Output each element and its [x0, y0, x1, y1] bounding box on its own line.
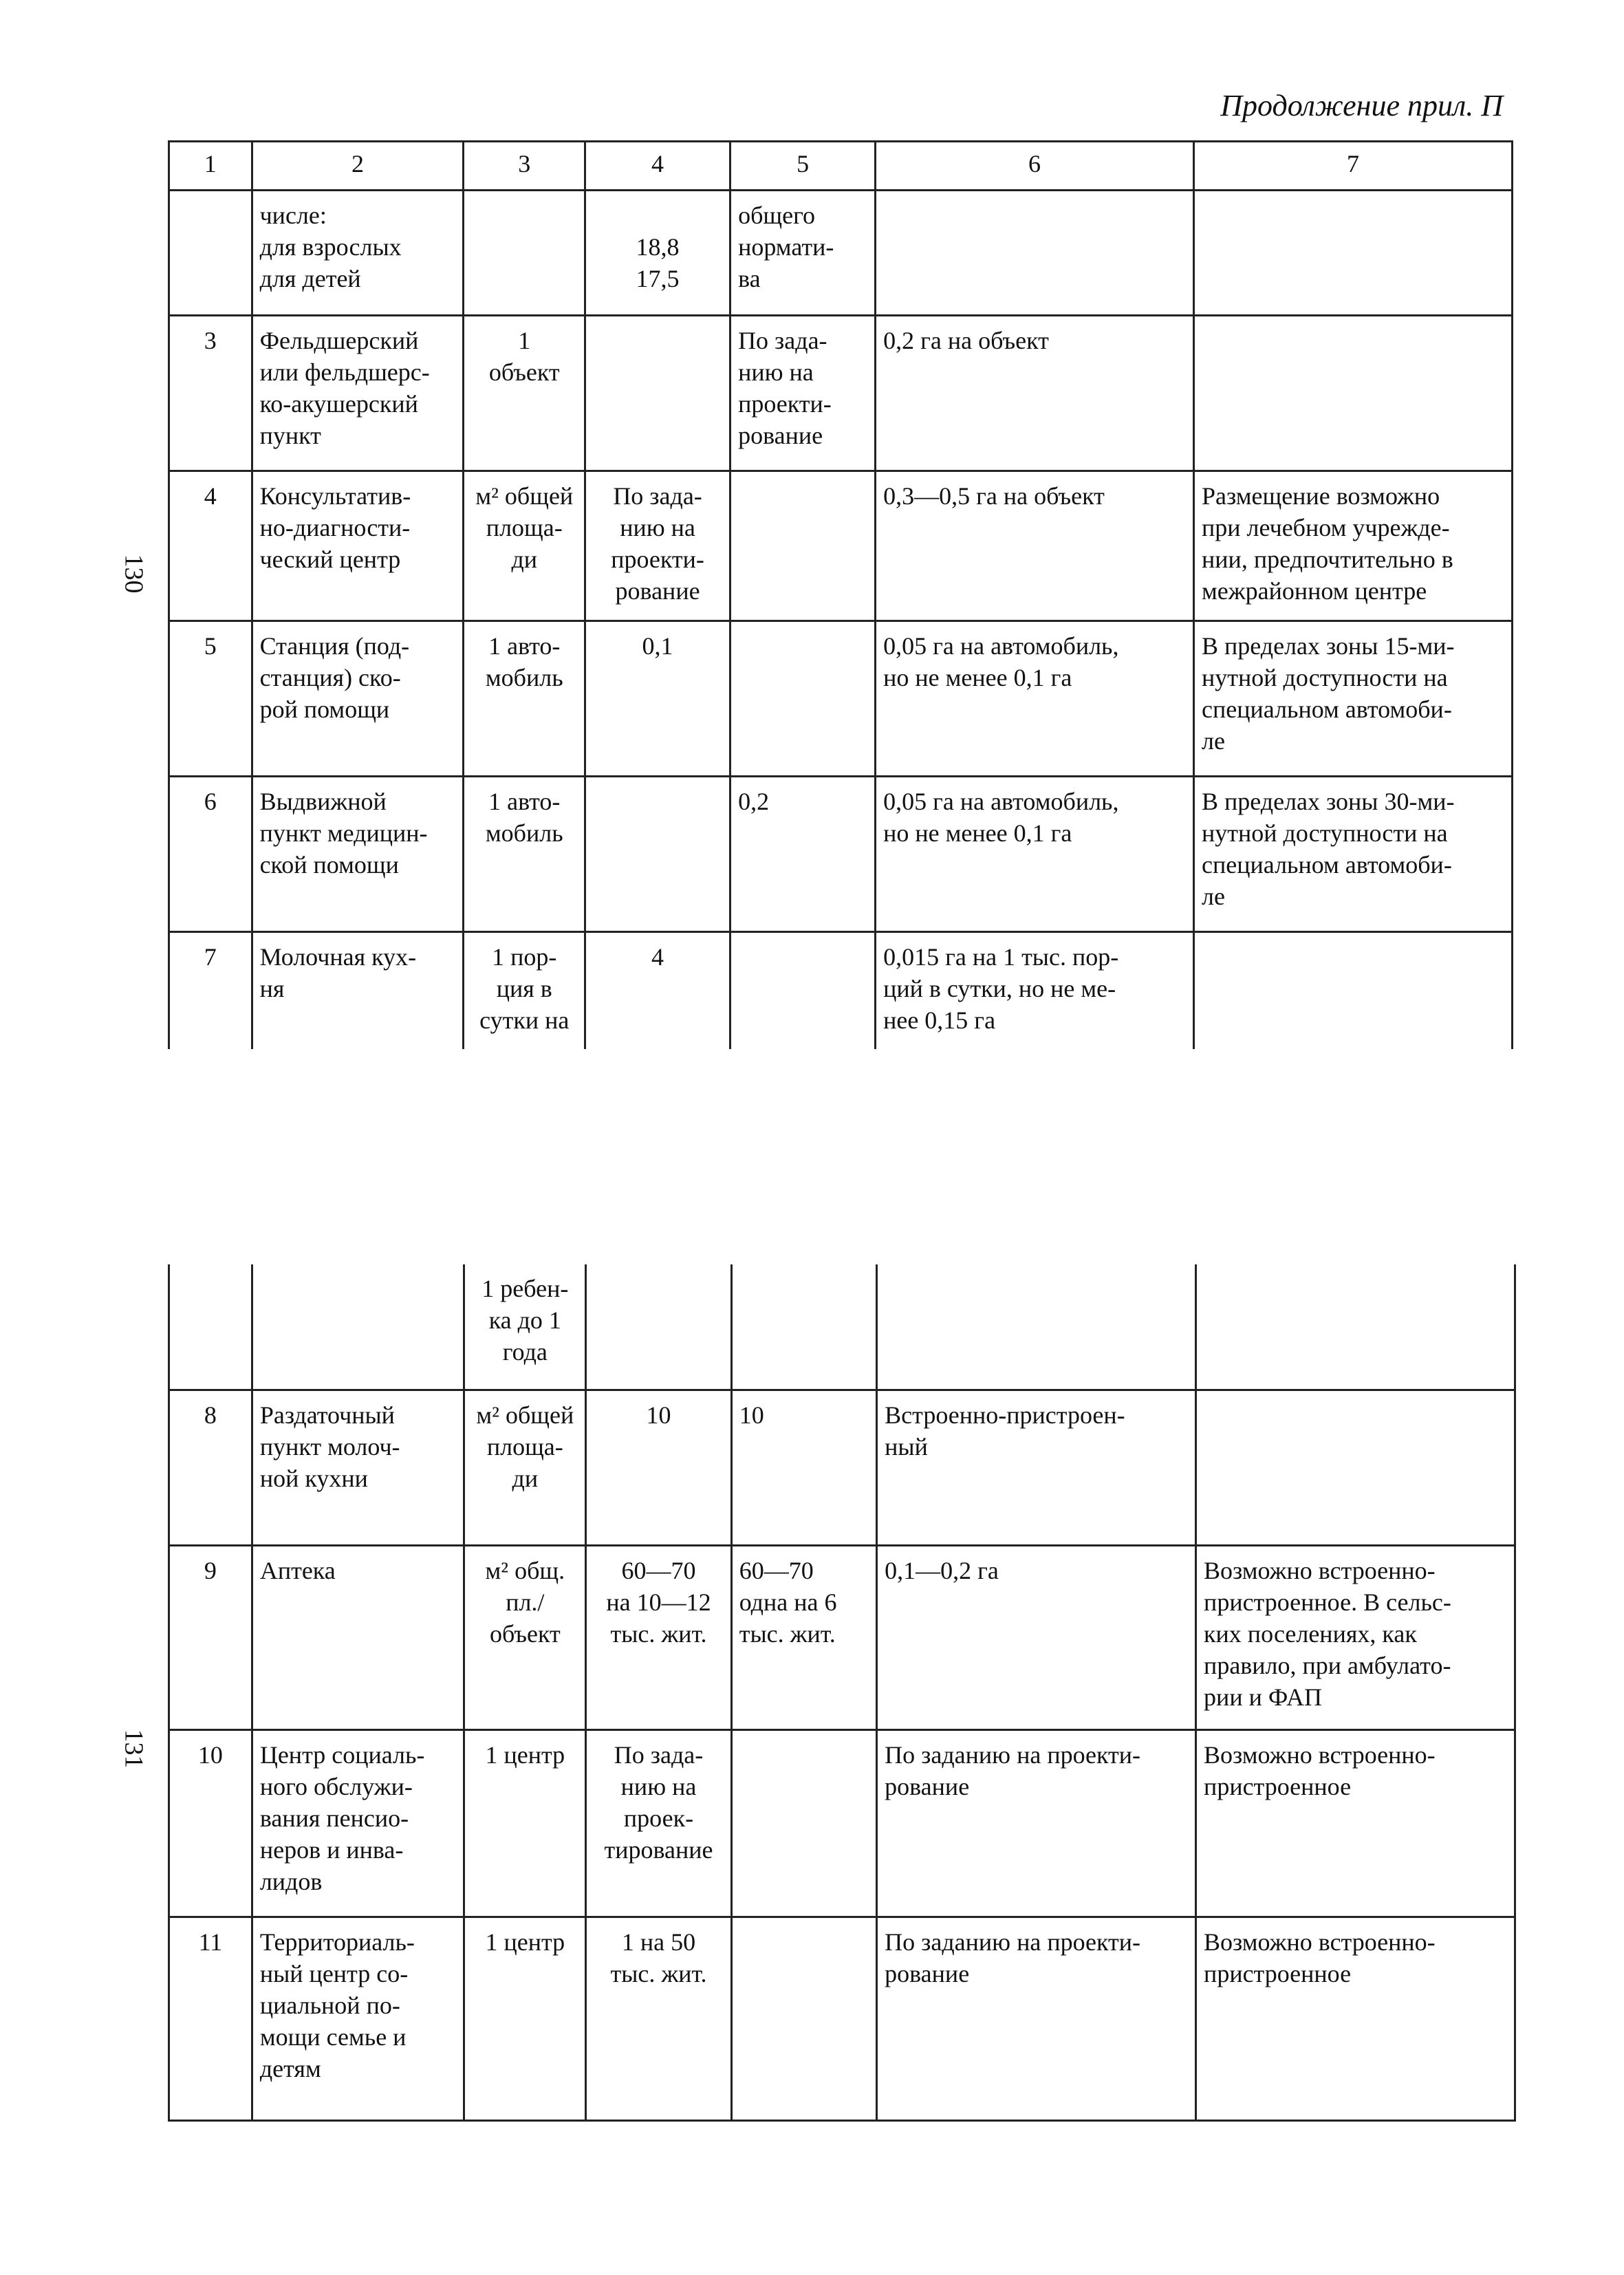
- cell-col4: [585, 316, 730, 471]
- table-bottom-body: [169, 1264, 1515, 2120]
- unit: 1 центр: [464, 1729, 586, 1917]
- column-number-cell: 3: [464, 142, 585, 191]
- table-row: [169, 932, 1513, 1049]
- cell-col7: Размещение возможно при лечебном учрежде- нии, предпочтительно в межрайонном центре: [1194, 471, 1513, 621]
- cell-col7: В пределах зоны 15-ми- нутной доступности на специальном автомоби- ле: [1194, 621, 1513, 777]
- unit: [464, 191, 585, 316]
- unit: 1 авто- мобиль: [464, 621, 585, 777]
- cell-col4: 60—70 на 10—12 тыс. жит.: [586, 1545, 731, 1729]
- table-row: [169, 1390, 1515, 1545]
- cell-col5: По зада- нию на проекти- рование: [730, 316, 876, 471]
- cell-col4: 10: [586, 1390, 731, 1545]
- cell-col4: По зада- нию на проек- тирование: [586, 1729, 731, 1917]
- cell-col5: 0,2: [730, 777, 876, 932]
- cell-col4: [586, 1264, 731, 1390]
- item-name: Аптека: [252, 1545, 464, 1729]
- cell-col5: [731, 1729, 876, 1917]
- unit: 1 пор- ция в сутки на: [464, 932, 585, 1049]
- cell-col5: 60—70 одна на 6 тыс. жит.: [731, 1545, 876, 1729]
- table-row: [169, 1545, 1515, 1729]
- cell-col7: [1194, 932, 1513, 1049]
- cell-col6: 0,1—0,2 га: [877, 1545, 1196, 1729]
- cell-col6: 0,05 га на автомобиль, но не менее 0,1 га: [876, 621, 1194, 777]
- table-top: [168, 140, 1513, 1049]
- row-number: 5: [169, 621, 252, 777]
- table-bottom: [168, 1264, 1516, 2122]
- unit: 1 центр: [464, 1917, 586, 2120]
- table-row: [169, 777, 1513, 932]
- item-name: Консультатив- но-диагности- ческий центр: [252, 471, 464, 621]
- row-number: [169, 191, 252, 316]
- table-row: [169, 1917, 1515, 2120]
- cell-col7: [1194, 316, 1513, 471]
- cell-col6: 0,015 га на 1 тыс. пор- ций в сутки, но не ме- нее 0,15 га: [876, 932, 1194, 1049]
- cell-col7: В пределах зоны 30-ми- нутной доступности на специальном автомоби- ле: [1194, 777, 1513, 932]
- cell-col5: [731, 1264, 876, 1390]
- row-number: 7: [169, 932, 252, 1049]
- cell-col4: [585, 777, 730, 932]
- cell-col6: Встроенно-пристроен- ный: [877, 1390, 1196, 1545]
- column-number-cell: 1: [169, 142, 252, 191]
- table-row: [169, 191, 1513, 316]
- row-number: 11: [169, 1917, 252, 2120]
- row-number: 3: [169, 316, 252, 471]
- page-number-131: 131: [119, 1729, 149, 1769]
- table-row: [169, 621, 1513, 777]
- item-name: Центр социаль- ного обслужи- вания пенсио- неров и инва- лидов: [252, 1729, 464, 1917]
- row-number: 10: [169, 1729, 252, 1917]
- table-row: [169, 1729, 1515, 1917]
- column-number-cell: 5: [730, 142, 876, 191]
- unit: м² общей площа- ди: [464, 1390, 586, 1545]
- item-name: Территориаль- ный центр со- циальной по- мощи семье и детям: [252, 1917, 464, 2120]
- cell-col5: [730, 932, 876, 1049]
- cell-col7: Возможно встроенно- пристроенное: [1196, 1917, 1515, 2120]
- unit: 1 авто- мобиль: [464, 777, 585, 932]
- item-name: Фельдшерский или фельдшерс- ко-акушерский пункт: [252, 316, 464, 471]
- cell-col7: [1196, 1264, 1515, 1390]
- page-number-130: 130: [119, 554, 149, 594]
- table-row: [169, 316, 1513, 471]
- column-number-cell: 6: [876, 142, 1194, 191]
- cell-col5: [731, 1917, 876, 2120]
- unit: 1 объект: [464, 316, 585, 471]
- cell-col5: [730, 471, 876, 621]
- column-number-cell: 2: [252, 142, 464, 191]
- cell-col4: 4: [585, 932, 730, 1049]
- cell-col5: 10: [731, 1390, 876, 1545]
- cell-col5: общего нормати- ва: [730, 191, 876, 316]
- item-name: [252, 1264, 464, 1390]
- cell-col6: [877, 1264, 1196, 1390]
- cell-col5: [730, 621, 876, 777]
- column-number-cell: 7: [1194, 142, 1513, 191]
- column-number-row: [169, 142, 1513, 191]
- item-name: Раздаточный пункт молоч- ной кухни: [252, 1390, 464, 1545]
- row-number: 6: [169, 777, 252, 932]
- cell-col4: По зада- нию на проекти- рование: [585, 471, 730, 621]
- cell-col4: 18,8 17,5: [585, 191, 730, 316]
- unit: м² общ. пл./ объект: [464, 1545, 586, 1729]
- row-number: 4: [169, 471, 252, 621]
- item-name: числе: для взрослых для детей: [252, 191, 464, 316]
- column-number-cell: 4: [585, 142, 730, 191]
- item-name: Молочная кух- ня: [252, 932, 464, 1049]
- row-number: 8: [169, 1390, 252, 1545]
- table-row: [169, 471, 1513, 621]
- cell-col6: По заданию на проекти- рование: [877, 1917, 1196, 2120]
- row-number: [169, 1264, 252, 1390]
- cell-col7: Возможно встроенно- пристроенное: [1196, 1729, 1515, 1917]
- cell-col7: Возможно встроенно- пристроенное. В сельс- ких поселениях, как правило, при амбулато- рии и ФАП: [1196, 1545, 1515, 1729]
- table-row: [169, 1264, 1515, 1390]
- cell-col7: [1196, 1390, 1515, 1545]
- item-name: Станция (под- станция) ско- рой помощи: [252, 621, 464, 777]
- cell-col6: 0,05 га на автомобиль, но не менее 0,1 га: [876, 777, 1194, 932]
- unit: м² общей площа- ди: [464, 471, 585, 621]
- table-top-body: [169, 142, 1513, 1049]
- item-name: Выдвижной пункт медицин- ской помощи: [252, 777, 464, 932]
- cell-col4: 1 на 50 тыс. жит.: [586, 1917, 731, 2120]
- cell-col6: По заданию на проекти- рование: [877, 1729, 1196, 1917]
- cell-col6: 0,3—0,5 га на объект: [876, 471, 1194, 621]
- continuation-note: Продолжение прил. П: [1220, 89, 1503, 122]
- cell-col6: [876, 191, 1194, 316]
- unit: 1 ребен- ка до 1 года: [464, 1264, 586, 1390]
- cell-col6: 0,2 га на объект: [876, 316, 1194, 471]
- cell-col4: 0,1: [585, 621, 730, 777]
- cell-col7: [1194, 191, 1513, 316]
- row-number: 9: [169, 1545, 252, 1729]
